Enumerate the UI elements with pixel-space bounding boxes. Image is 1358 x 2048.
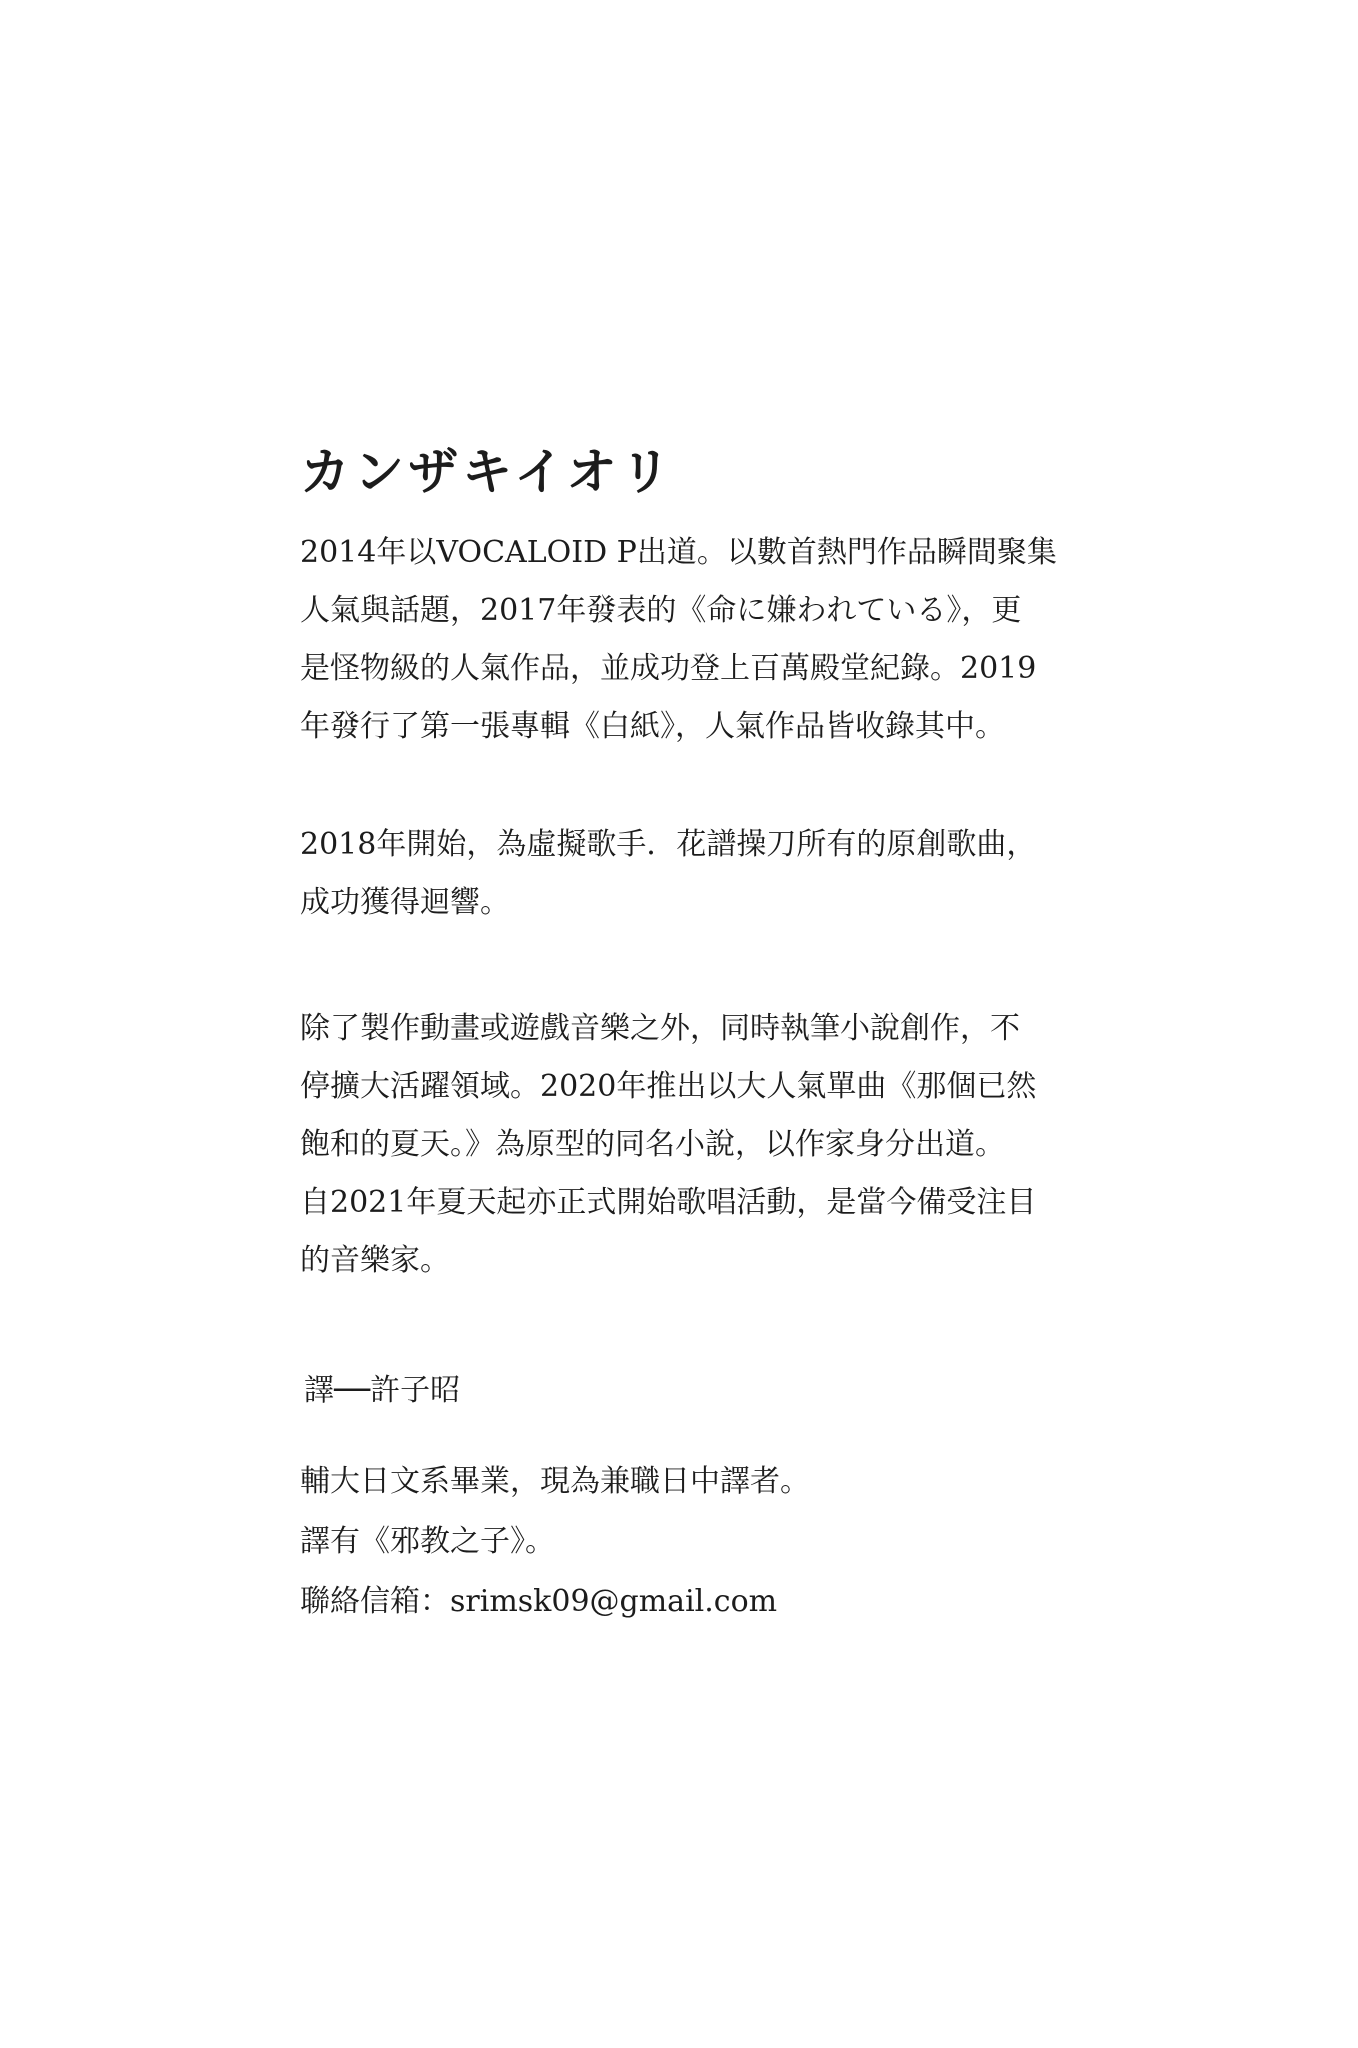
bio-line: 年發行了第一張專輯《白紙》，人氣作品皆收錄其中。 <box>300 709 1005 744</box>
bio-line: 飽和的夏天。》為原型的同名小說，以作家身分出道。 <box>300 1127 1005 1162</box>
author-bio-section <box>300 440 1060 1632</box>
translator-info-line: 輔大日文系畢業，現為兼職日中譯者。 <box>300 1464 810 1499</box>
author-name: カンザキイオリ <box>300 442 675 501</box>
bio-line: 自2021年夏天起亦正式開始歌唱活動，是當今備受注目 <box>300 1185 1037 1220</box>
bio-paragraph-2 <box>300 816 1060 932</box>
bio-line: 是怪物級的人氣作品，並成功登上百萬殿堂紀錄。2019 <box>300 651 1037 686</box>
translator-info <box>300 1452 1060 1632</box>
paragraph-spacer <box>300 756 1060 816</box>
translator-info-line: 譯有《邪教之子》。 <box>300 1524 555 1559</box>
section-spacer <box>300 1290 1060 1362</box>
paragraph-spacer <box>300 1420 1060 1452</box>
bio-line: 2018年開始，為虛擬歌手．花譜操刀所有的原創歌曲， <box>300 827 1037 862</box>
bio-line: 停擴大活躍領域。2020年推出以大人氣單曲《那個已然 <box>300 1069 1037 1104</box>
bio-line: 2014年以VOCALOID P出道。以數首熱門作品瞬間聚集 <box>300 535 1057 570</box>
translator-heading: 譯──許子昭 <box>304 1373 461 1408</box>
bio-line: 的音樂家。 <box>300 1243 450 1278</box>
bio-line: 成功獲得迴響。 <box>300 885 510 920</box>
paragraph-spacer <box>300 932 1060 1000</box>
bio-line: 除了製作動畫或遊戲音樂之外，同時執筆小說創作，不 <box>300 1011 1020 1046</box>
bio-line: 人氣與話題，2017年發表的《命に嫌われている》，更 <box>300 593 1022 628</box>
translator-contact-email: 聯絡信箱：srimsk09@gmail.com <box>300 1584 778 1619</box>
bio-paragraph-1 <box>300 524 1060 756</box>
bio-paragraph-3 <box>300 1000 1060 1290</box>
